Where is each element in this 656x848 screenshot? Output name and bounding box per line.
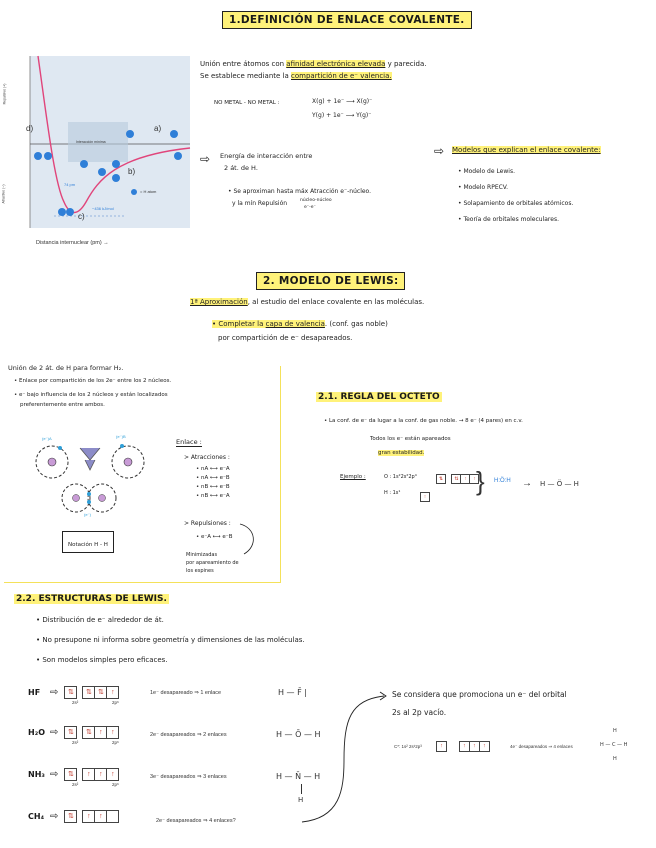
intro-2a: Se establece mediante la <box>200 72 292 80</box>
model-item: • Modelo RPECV. <box>458 184 509 191</box>
atom-c1 <box>58 208 66 216</box>
orbital-box: ↑ <box>420 492 430 502</box>
orbital-box: ↑ <box>106 686 119 699</box>
ch4-lewis-top: H <box>613 728 617 734</box>
chart-label-kj: −436 kJ/mol <box>92 206 114 211</box>
chart-label-d: d) <box>26 124 34 133</box>
attr-item: • nA ⟷ e⁻A <box>196 466 230 472</box>
octeto-result: H — Ö — H <box>540 480 579 488</box>
orbital-box: ⇅ <box>82 686 95 699</box>
e-right <box>120 444 124 448</box>
c-text: 4e⁻ desapareados ⇒ 4 enlaces <box>510 744 573 749</box>
h2-title: Unión de 2 át. de H para formar H₂. <box>8 364 124 372</box>
merge-arrows <box>80 448 100 470</box>
intro-line-2 <box>200 72 392 80</box>
chart-xlabel: Distancia internuclear (pm) → <box>36 240 109 246</box>
chart-label-region: Interacción mínima <box>76 140 106 144</box>
approx-line-2: y la mín Repulsión <box>232 200 288 207</box>
intro-2b: compartición de e⁻ valencia. <box>291 72 392 80</box>
lewis-complete-2: por compartición de e⁻ desapareados. <box>218 334 353 342</box>
row-nh3-h: H <box>298 796 304 804</box>
orbital-box: ⇅ <box>82 726 95 739</box>
chart-label-atoms: = H atom <box>140 189 157 194</box>
energy-chart <box>1 52 194 252</box>
section1-title: 1.DEFINICIÓN DE ENLACE COVALENTE. <box>222 11 472 29</box>
lewis-first <box>190 298 424 306</box>
row-ch4-text: 2e⁻ desapareados ⇒ 4 enlaces? <box>156 818 236 824</box>
row-mol: CH₄ <box>28 812 45 821</box>
orbital-box: ↑ <box>94 810 107 823</box>
lewis-complete-1 <box>212 320 388 328</box>
orbital-box: ↑ <box>479 741 490 752</box>
label-2s: 2s² <box>72 700 79 705</box>
lewis-complete-b: capa de valencia <box>265 320 325 328</box>
octeto-h-box <box>420 488 429 506</box>
intro-line-1 <box>200 60 427 68</box>
lewis-first-b: , al estudio del enlace covalente en las moléculas. <box>247 298 425 306</box>
lewis-first-a: 1ª Aproximación <box>190 298 248 306</box>
atom-b1 <box>98 168 106 176</box>
atracciones-label: > Atracciones : <box>184 454 230 461</box>
attr-item: • nA ⟷ e⁻B <box>196 475 230 481</box>
notation-text: Notación H - H <box>68 542 108 548</box>
octeto-o: O : 1s²2s²2p⁴ <box>384 474 417 480</box>
arrow-icon-2: ⇨ <box>434 144 445 158</box>
h-atom-right-nucleus <box>124 458 132 466</box>
row-mol: NH₃ <box>28 770 45 779</box>
intro-1a: Unión entre átomos con <box>200 60 287 68</box>
enlace-label: Enlace : <box>176 438 202 446</box>
arrow-icon: ⇨ <box>200 152 211 166</box>
orbital-box: ⇅ <box>436 474 446 484</box>
e-shared1 <box>87 492 91 496</box>
arrow-icon: ⇨ <box>50 687 59 698</box>
minim-2: por apareamiento de <box>186 560 239 566</box>
orbital-box: ↑ <box>436 741 447 752</box>
row-h2o-text: 2e⁻ desapareados ⇒ 2 enlaces <box>150 732 227 738</box>
repulsiones-label: > Repulsiones : <box>184 520 231 527</box>
chart-attractive: Atractivo (−) <box>1 184 6 204</box>
chart-label-pm: 74 pm <box>64 182 76 187</box>
minim-1: Minimizadas <box>186 552 218 558</box>
row-nh3-text: 3e⁻ desapareados ⇒ 3 enlaces <box>150 774 227 780</box>
octeto-dot-diagram: H:Ö:H <box>494 478 511 484</box>
octeto-title <box>316 392 442 402</box>
octeto-ejemplo: Ejemplo : <box>340 474 366 480</box>
atom-legend <box>131 189 137 195</box>
energy-chart-svg <box>6 52 194 252</box>
orbital-box: ↑ <box>82 810 95 823</box>
h2-b1: • Enlace por compartición de los 2e⁻ entre los 2 núcleos. <box>14 378 172 384</box>
models-title: Modelos que explican el enlace covalente: <box>452 146 601 154</box>
orbital-box <box>106 810 119 823</box>
model-item: • Teoría de orbitales moleculares. <box>458 216 559 223</box>
row-hf-lewis: H — F̄ | <box>278 688 307 697</box>
promotion-arrow <box>300 690 390 830</box>
orbital-box: ⇅ <box>64 726 77 739</box>
approx-line-1: • Se aproximan hasta máx Atracción e⁻-núcleo. <box>228 188 372 195</box>
orbital-box: ↑ <box>82 768 95 781</box>
e-shared2 <box>87 500 91 504</box>
minim-3: los espines <box>186 568 214 574</box>
h2-enlace-lbl: (e⁻) <box>84 512 91 517</box>
eq1: X(g) + 1e⁻ ⟶ X(g)⁻ <box>312 98 373 105</box>
octeto-brace: } <box>476 466 485 496</box>
arrow-icon: ⇨ <box>50 727 59 738</box>
model-item: • Solapamiento de orbitales atómicos. <box>458 200 574 207</box>
row-nh3-lewis: H — N̄ — H <box>276 772 321 781</box>
octeto-o-boxes <box>436 470 478 488</box>
h-atom-left-nucleus <box>48 458 56 466</box>
e-left <box>58 446 62 450</box>
c-boxes <box>436 738 489 756</box>
energy-line-2: 2 át. de H. <box>224 164 258 172</box>
orbital-box: ⇅ <box>451 474 461 484</box>
atom-d1 <box>34 152 42 160</box>
lewis-complete-c: . (conf. gas noble) <box>324 320 388 328</box>
c-conf: C*: 1s² 2s¹2p³ <box>394 744 422 749</box>
orbital-box: ⇅ <box>64 686 77 699</box>
label-2s: 2s² <box>72 740 79 745</box>
chart-label-a: a) <box>154 124 162 133</box>
section22-title-text: 2.2. ESTRUCTURAS DE LEWIS. <box>16 594 167 604</box>
row-mol: H₂O <box>28 728 45 737</box>
octeto-l2: Todos los e⁻ están apareados <box>370 436 451 442</box>
model-item: • Modelo de Lewis. <box>458 168 515 175</box>
h2-ea: (e⁻)A <box>42 436 52 441</box>
intro-1c: y parecida. <box>385 60 427 68</box>
row-hf-text: 1e⁻ desapareado ⇒ 1 enlace <box>150 690 222 696</box>
atom-d2 <box>44 152 52 160</box>
orbital-box: ↑ <box>460 474 470 484</box>
attr-list <box>196 466 230 499</box>
h-molecule-n2 <box>99 495 106 502</box>
atom-mid2 <box>112 160 120 168</box>
octeto-h: H : 1s¹ <box>384 490 401 496</box>
rep-item: • e⁻A ⟷ e⁻B <box>196 534 233 540</box>
s22-b3: • Son modelos simples pero eficaces. <box>36 656 168 664</box>
octeto-title-text: 2.1. REGLA DEL OCTETO <box>318 392 440 402</box>
orbital-box: ↑ <box>469 741 480 752</box>
octeto-l3: gran estabilidad. <box>378 450 425 456</box>
octeto-l1: • La conf. de e⁻ da lugar a la conf. de gas noble. → 8 e⁻ (4 pares) en c.v. <box>324 418 523 424</box>
ch4-lewis-mid: H — C — H <box>600 742 628 748</box>
s22-b2: • No presupone ni informa sobre geometría y dimensiones de las moléculas. <box>36 636 305 644</box>
energy-line-1: Energía de interacción entre <box>220 152 313 160</box>
h2-eb: (e⁻)B <box>116 434 126 439</box>
nonmetal-label: NO METAL - NO METAL : <box>214 100 280 106</box>
orbital-box: ↑ <box>106 726 119 739</box>
atom-a2 <box>170 130 178 138</box>
atom-b2 <box>112 174 120 182</box>
label-2p: 2p⁶ <box>112 740 119 745</box>
row-h2o-lewis: H — Ō — H <box>276 730 321 739</box>
orbital-box: ⇅ <box>94 686 107 699</box>
label-2p: 2p⁶ <box>112 700 119 705</box>
section2-title: 2. MODELO DE LEWIS: <box>256 272 405 290</box>
arrow-icon: ⇨ <box>50 811 59 822</box>
orbital-box: ↑ <box>469 474 479 484</box>
models-list <box>458 168 573 223</box>
eq2: Y(g) + 1e⁻ ⟶ Y(g)⁻ <box>312 112 372 119</box>
attr-item: • nB ⟷ e⁻B <box>196 484 230 490</box>
row-mol: HF <box>28 688 41 697</box>
atom-mid1 <box>80 160 88 168</box>
row-ch4 <box>28 810 118 823</box>
h2-b2a: • e⁻ bajo influencia de los 2 núcleos y están localizados <box>14 392 168 398</box>
atom-c2 <box>66 208 74 216</box>
orbital-box: ↑ <box>94 726 107 739</box>
chart-label-c: c) <box>78 212 85 221</box>
orbital-box: ↑ <box>459 741 470 752</box>
ch4-lewis-bottom: H <box>613 756 617 762</box>
promo-2: 2s al 2p vacío. <box>392 708 447 717</box>
arrow-icon: ⇨ <box>50 769 59 780</box>
row-nh3 <box>28 768 118 781</box>
lewis-complete-a: • Completar la <box>212 320 266 328</box>
notation-box <box>62 531 114 553</box>
h2-diagram <box>30 428 160 528</box>
s22-b1: • Distribución de e⁻ alrededor de át. <box>36 616 164 624</box>
orbital-box: ⇅ <box>64 810 77 823</box>
h2-b2b: preferentemente entre ambos. <box>20 402 105 408</box>
section22-title <box>14 594 169 604</box>
orbital-box: ↑ <box>106 768 119 781</box>
attr-item: • nB ⟷ e⁻A <box>196 493 230 499</box>
row-h2o <box>28 726 118 739</box>
curve-arrow <box>238 522 262 558</box>
approx-line-3: núcleo-núcleo <box>300 198 332 203</box>
chart-label-b: b) <box>128 167 136 176</box>
label-2p: 2p⁶ <box>112 782 119 787</box>
approx-line-4: e⁻-e⁻ <box>304 205 316 210</box>
orbital-box: ↑ <box>94 768 107 781</box>
label-2s: 2s² <box>72 782 79 787</box>
h-molecule-n1 <box>73 495 80 502</box>
atom-r1 <box>174 152 182 160</box>
atom-a1 <box>126 130 134 138</box>
octeto-arrow: → <box>522 478 532 489</box>
row-hf <box>28 686 118 699</box>
intro-1b: afinidad electrónica elevada <box>286 60 386 68</box>
chart-repulsive: Repulsivo (+) <box>2 83 7 105</box>
orbital-box: ⇅ <box>64 768 77 781</box>
promo-1: Se considera que promociona un e⁻ del orbital <box>392 690 567 699</box>
